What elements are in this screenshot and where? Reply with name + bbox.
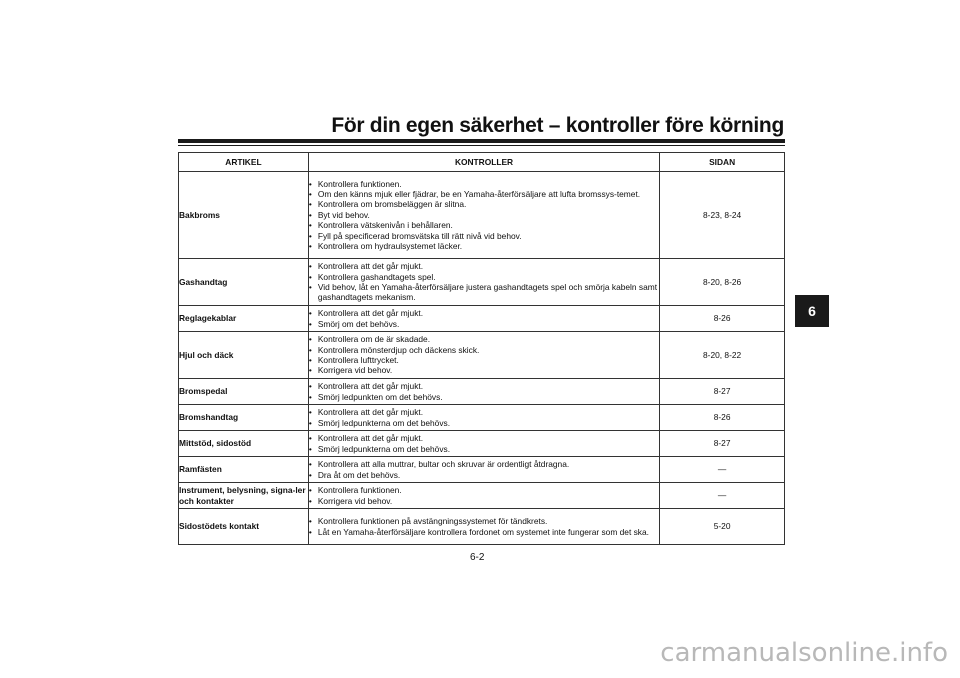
check-step: • Låt en Yamaha-återförsäljare kontrollera fordonet om systemet inte fungerar som det ska. — [309, 527, 659, 537]
page-number: 6-2 — [470, 552, 485, 563]
row-item: Gashandtag — [179, 259, 309, 306]
check-step: • Korrigera vid behov. — [309, 365, 659, 375]
check-step: • Kontrollera om de är skadade. — [309, 334, 659, 344]
check-step: • Vid behov, låt en Yamaha-återförsäljare justera gashandtagets spel och smörja kabeln samt gashandtagets mekanism. — [309, 282, 659, 303]
table-row — [179, 509, 785, 545]
check-step: • Kontrollera gashandtagets spel. — [309, 272, 659, 282]
column-header-checks: KONTROLLER — [308, 153, 659, 172]
row-item: Sidostödets kontakt — [179, 509, 309, 545]
table-row — [179, 431, 785, 457]
check-step: • Kontrollera att det går mjukt. — [309, 407, 659, 417]
row-item: Bakbroms — [179, 172, 309, 259]
check-step: • Smörj ledpunkten om det behövs. — [309, 392, 659, 402]
row-checks — [308, 509, 659, 545]
row-checks — [308, 457, 659, 483]
column-header-page: SIDAN — [660, 153, 785, 172]
row-page: — — [660, 483, 785, 509]
row-page: 8-26 — [660, 405, 785, 431]
row-checks — [308, 306, 659, 332]
row-checks — [308, 332, 659, 379]
row-checks — [308, 259, 659, 306]
check-step: • Fyll på specificerad bromsvätska till rätt nivå vid behov. — [309, 231, 659, 241]
check-step: • Kontrollera funktionen. — [309, 179, 659, 189]
row-item: Ramfästen — [179, 457, 309, 483]
check-step: • Korrigera vid behov. — [309, 496, 659, 506]
check-step: • Dra åt om det behövs. — [309, 470, 659, 480]
chapter-tab: 6 — [795, 295, 829, 327]
check-step: • Byt vid behov. — [309, 210, 659, 220]
check-step: • Kontrollera att alla muttrar, bultar och skruvar är ordentligt åtdragna. — [309, 459, 659, 469]
check-step: • Kontrollera att det går mjukt. — [309, 433, 659, 443]
table-row — [179, 332, 785, 379]
table-row — [179, 172, 785, 259]
row-checks — [308, 172, 659, 259]
row-item: Bromspedal — [179, 379, 309, 405]
table-row — [179, 457, 785, 483]
check-step: • Kontrollera funktionen på avstängningssystemet för tändkrets. — [309, 516, 659, 526]
checklist-table — [178, 152, 785, 545]
row-page: 8-27 — [660, 431, 785, 457]
row-item: Mittstöd, sidostöd — [179, 431, 309, 457]
check-step: • Smörj om det behövs. — [309, 319, 659, 329]
table-row — [179, 483, 785, 509]
check-step: • Om den känns mjuk eller fjädrar, be en Yamaha-återförsäljare att lufta bromssys-temet. — [309, 189, 659, 199]
watermark: carmanualsonline.info — [660, 638, 948, 668]
row-item: Instrument, belysning, signa-ler och kontakter — [179, 483, 309, 509]
row-item: Bromshandtag — [179, 405, 309, 431]
row-item: Hjul och däck — [179, 332, 309, 379]
check-step: • Kontrollera att det går mjukt. — [309, 308, 659, 318]
row-page: 8-20, 8-26 — [660, 259, 785, 306]
row-page: 8-27 — [660, 379, 785, 405]
table-row — [179, 259, 785, 306]
table-row — [179, 405, 785, 431]
row-checks — [308, 483, 659, 509]
check-step: • Kontrollera att det går mjukt. — [309, 261, 659, 271]
check-step: • Kontrollera att det går mjukt. — [309, 381, 659, 391]
header-rule-thick — [178, 139, 785, 143]
row-item: Reglagekablar — [179, 306, 309, 332]
row-checks — [308, 431, 659, 457]
check-step: • Kontrollera om bromsbeläggen är slitna. — [309, 199, 659, 209]
row-page: 8-20, 8-22 — [660, 332, 785, 379]
table-header-row — [179, 153, 785, 172]
check-step: • Smörj ledpunkterna om det behövs. — [309, 418, 659, 428]
check-step: • Kontrollera vätskenivån i behållaren. — [309, 220, 659, 230]
header-rule-thin — [178, 145, 785, 146]
check-step: • Kontrollera lufttrycket. — [309, 355, 659, 365]
row-page: — — [660, 457, 785, 483]
page-title: För din egen säkerhet – kontroller före körning — [331, 114, 784, 137]
check-step: • Smörj ledpunkterna om det behövs. — [309, 444, 659, 454]
row-page: 8-26 — [660, 306, 785, 332]
table-row — [179, 379, 785, 405]
check-step: • Kontrollera funktionen. — [309, 485, 659, 495]
check-step: • Kontrollera om hydraulsystemet läcker. — [309, 241, 659, 251]
column-header-item: ARTIKEL — [179, 153, 309, 172]
row-page: 5-20 — [660, 509, 785, 545]
row-checks — [308, 379, 659, 405]
table-row — [179, 306, 785, 332]
check-step: • Kontrollera mönsterdjup och däckens skick. — [309, 345, 659, 355]
row-page: 8-23, 8-24 — [660, 172, 785, 259]
row-checks — [308, 405, 659, 431]
